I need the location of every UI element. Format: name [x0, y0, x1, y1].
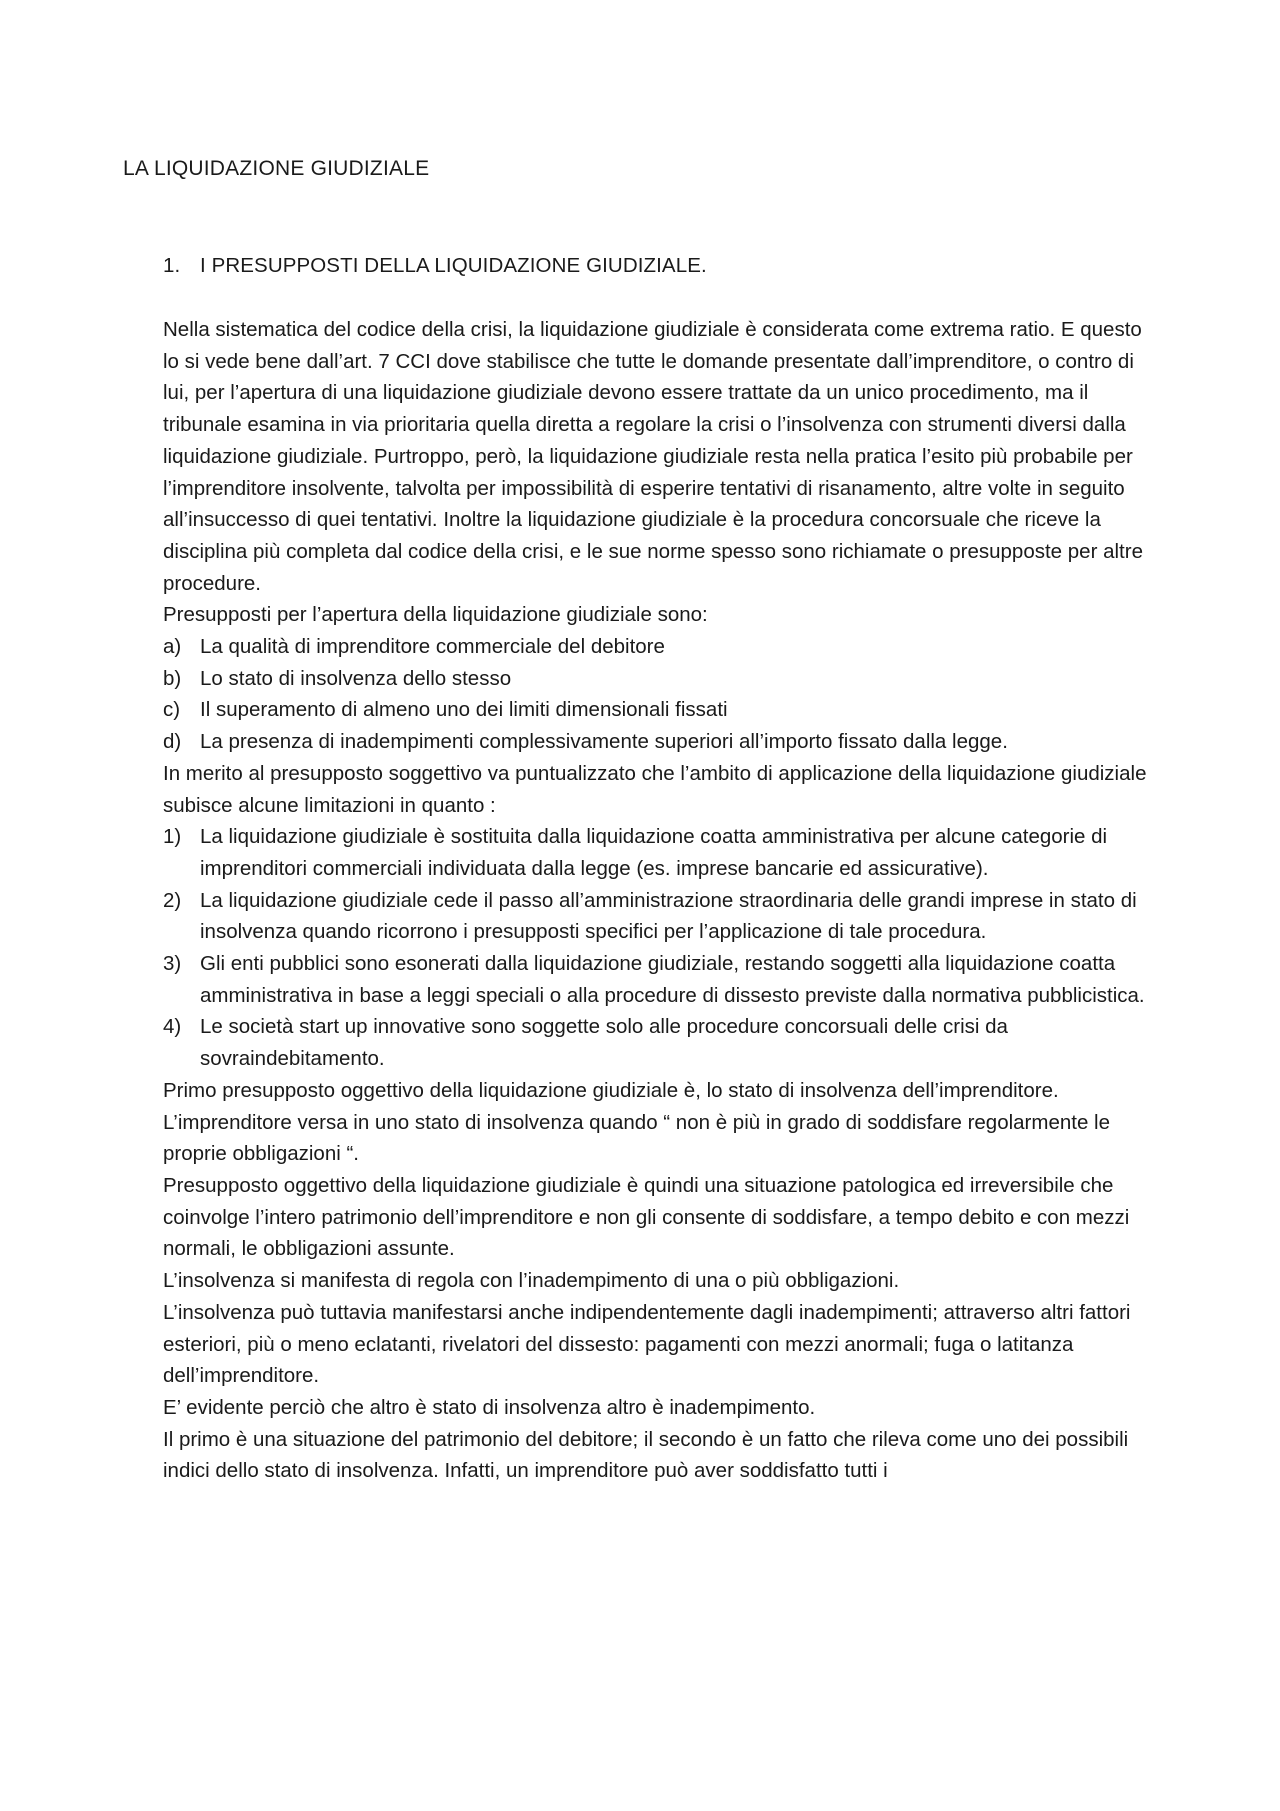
list-marker: b) [163, 666, 182, 690]
list-marker: 2) [163, 888, 182, 912]
body-paragraph: L’insolvenza si manifesta di regola con l’inadempimento di una o più obbligazioni. [163, 1269, 900, 1293]
list-item [163, 885, 1163, 948]
list-marker: 3) [163, 952, 182, 976]
list-item-text: La liquidazione giudiziale è sostituita dalla liquidazione coatta amministrativa per alcune categorie di imprenditori commerciali individuata dalla legge (es. imprese bancarie ed assicurative). [200, 825, 1108, 880]
list-marker: d) [163, 730, 182, 754]
list-item [163, 1011, 1163, 1074]
list-marker: a) [163, 635, 182, 659]
body-paragraph: Primo presupposto oggettivo della liquidazione giudiziale è, lo stato di insolvenza dell’imprenditore. [163, 1078, 1059, 1102]
list-item [163, 663, 1163, 695]
body-paragraph: Presupposto oggettivo della liquidazione giudiziale è quindi una situazione patologica ed irreversibile che coinvolge l’intero patrimonio dell’imprenditore e non gli consente di soddisfare, a tempo debito e con mezzi normali, le obbligazioni assunte. [163, 1173, 1130, 1261]
list-marker: 4) [163, 1015, 182, 1039]
body-paragraph: Il primo è una situazione del patrimonio del debitore; il secondo è un fatto che rileva come uno dei possibili indici dello stato di insolvenza. Infatti, un imprenditore può aver soddisfatto tutti i [163, 1427, 1129, 1483]
intro-paragraph: Nella sistematica del codice della crisi, la liquidazione giudiziale è considerata come extrema ratio. E questo lo si vede bene dall’art. 7 CCI dove stabilisce che tutte le domande presentate dall’imprenditore, o contro di lui, per l’apertura di una liquidazione giudiziale devono essere trattate da un unico procedimento, ma il tribunale esamina in via prioritaria quella diretta a regolare la crisi o l’insolvenza con strumenti diversi dalla liquidazione giudiziale. Purtroppo, però, la liquidazione giudiziale resta nella pratica l’esito più probabile per l’imprenditore insolvente, talvolta per impossibilità di esperire tentativi di risanamento, altre volte in seguito all’insuccesso di quei tentativi. Inoltre la liquidazione giudiziale è la procedura concorsuale che riceve la disciplina più completa dal codice della crisi, e le sue norme spesso sono richiamate o presupposte per altre procedure. [163, 318, 1143, 595]
body-paragraph: E’ evidente perciò che altro è stato di insolvenza altro è inadempimento. [163, 1395, 816, 1419]
list-item [163, 821, 1163, 884]
list-item-text: La presenza di inadempimenti complessivamente superiori all’importo fissato dalla legge. [200, 730, 1008, 754]
document-body [163, 314, 1163, 1487]
section-heading-text: I PRESUPPOSTI DELLA LIQUIDAZIONE GIUDIZIALE. [200, 254, 707, 277]
document-title: LA LIQUIDAZIONE GIUDIZIALE [123, 157, 430, 180]
list-item-text: Il superamento di almeno uno dei limiti dimensionali fissati [200, 698, 728, 722]
list-item-text: Lo stato di insolvenza dello stesso [200, 666, 512, 690]
list-item [163, 726, 1163, 758]
list-item-text: Gli enti pubblici sono esonerati dalla liquidazione giudiziale, restando soggetti alla liquidazione coatta amministrativa in base a leggi speciali o alla procedure di dissesto previste dalla normativa pubblicistica. [200, 952, 1145, 1007]
limitazioni-list [163, 821, 1163, 1075]
body-paragraph: L’imprenditore versa in uno stato di insolvenza quando “ non è più in grado di soddisfare regolarmente le proprie obbligazioni “. [163, 1110, 1111, 1166]
presupposti-intro: Presupposti per l’apertura della liquidazione giudiziale sono: [163, 603, 708, 627]
list-marker: c) [163, 698, 181, 722]
section-heading [163, 254, 707, 278]
soggettivo-intro: In merito al presupposto soggettivo va puntualizzato che l’ambito di applicazione della liquidazione giudiziale subisce alcune limitazioni in quanto : [163, 761, 1147, 817]
list-item [163, 631, 1163, 663]
list-item-text: La liquidazione giudiziale cede il passo all’amministrazione straordinaria delle grandi imprese in stato di insolvenza quando ricorrono i presupposti specifici per l’applicazione di tale procedura. [200, 888, 1137, 944]
presupposti-list [163, 631, 1163, 758]
section-number: 1. [163, 254, 181, 277]
list-item-text: Le società start up innovative sono soggette solo alle procedure concorsuali delle crisi da sovraindebitamento. [200, 1015, 1008, 1071]
list-item-text: La qualità di imprenditore commerciale del debitore [200, 635, 665, 659]
list-item [163, 694, 1163, 726]
list-item [163, 948, 1163, 1011]
body-paragraph: L’insolvenza può tuttavia manifestarsi anche indipendentemente dagli inadempimenti; attraverso altri fattori esteriori, più o meno eclatanti, rivelatori del dissesto: pagamenti con mezzi anormali; fuga o latitanza dell’imprenditore. [163, 1300, 1131, 1388]
list-marker: 1) [163, 825, 182, 849]
